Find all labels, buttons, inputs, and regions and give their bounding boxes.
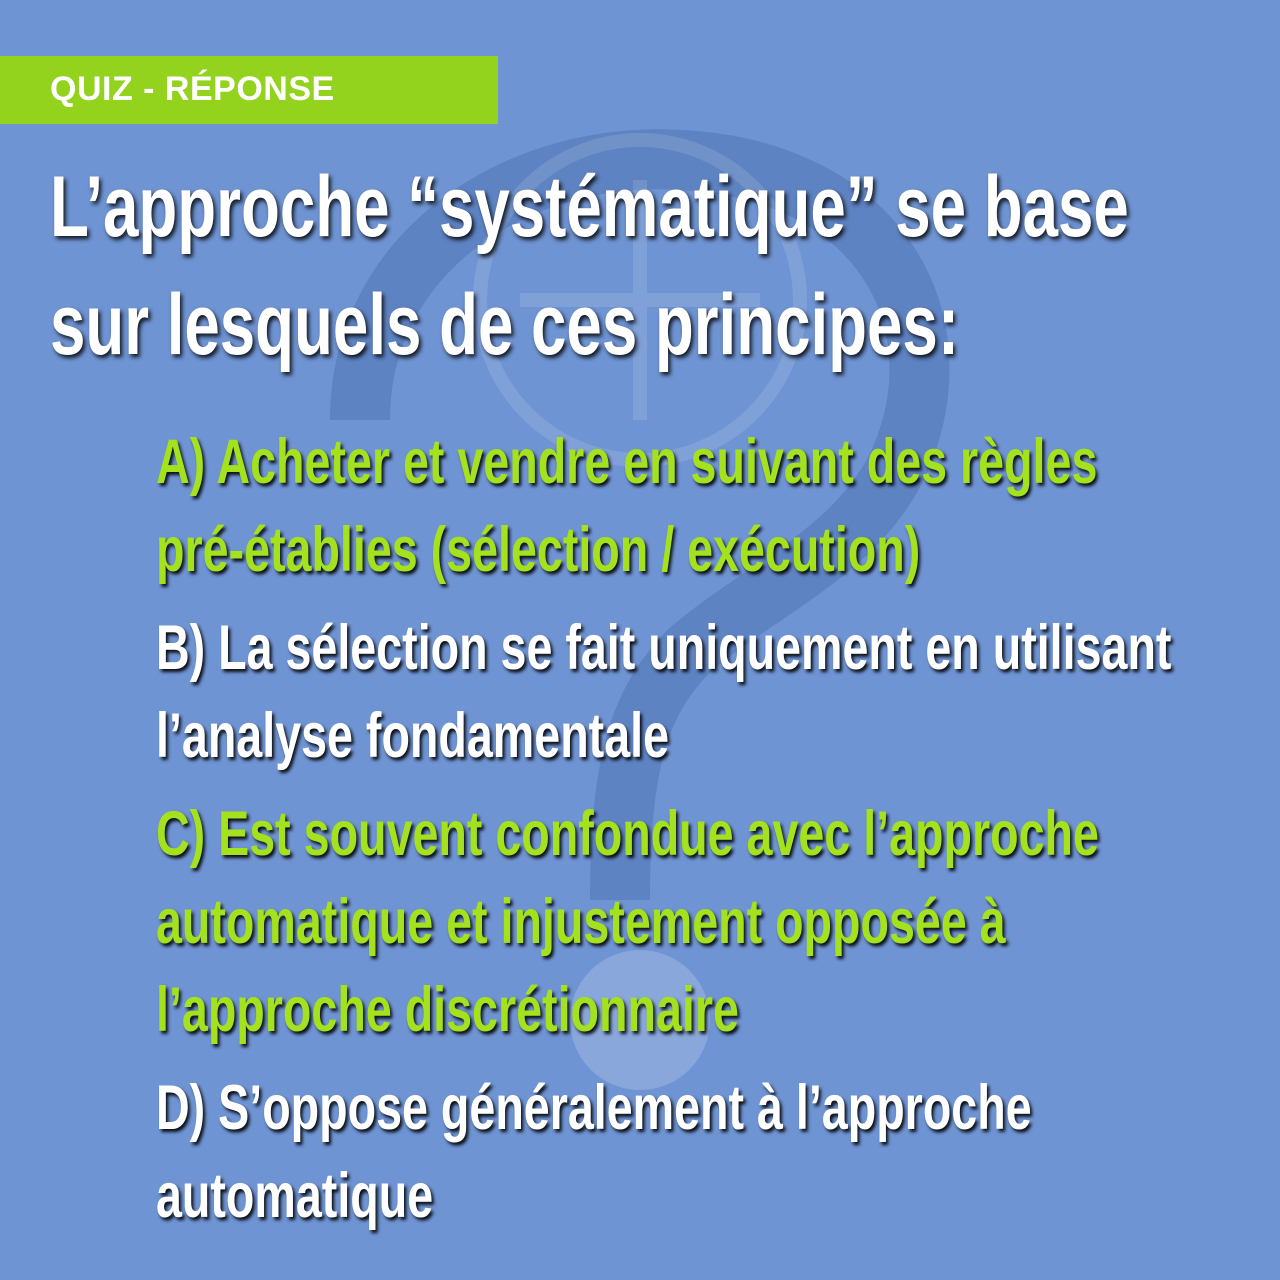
answer-b-line-2: l’analyse fondamentale	[156, 701, 670, 771]
question-title	[50, 148, 1204, 384]
answer-c-line-1: C) Est souvent confondue avec l’approche	[156, 799, 1099, 869]
answer-b	[156, 604, 1192, 780]
quiz-answer-tag	[0, 56, 498, 124]
answer-c-line-2: automatique et injustement opposée à	[156, 887, 1006, 957]
quiz-answer-tag-label: QUIZ - RÉPONSE	[50, 70, 335, 108]
answer-a-line-1: A) Acheter et vendre en suivant des règles	[156, 427, 1098, 497]
answer-a	[156, 418, 1192, 594]
answer-a-line-2: pré-établies (sélection / exécution)	[156, 515, 921, 585]
answer-d-line-2: automatique	[156, 1161, 434, 1231]
answer-d-line-1: D) S’oppose généralement à l’approche	[156, 1073, 1032, 1143]
answer-list	[156, 418, 1192, 1240]
answer-d	[156, 1064, 1192, 1240]
answer-b-line-1: B) La sélection se fait uniquement en utilisant	[156, 613, 1172, 683]
answer-c-line-3: l’approche discrétionnaire	[156, 975, 739, 1045]
question-line-1: L’approche “systématique” se base	[50, 159, 1129, 255]
question-line-2: sur lesquels de ces principes:	[50, 277, 960, 373]
answer-c	[156, 790, 1192, 1054]
